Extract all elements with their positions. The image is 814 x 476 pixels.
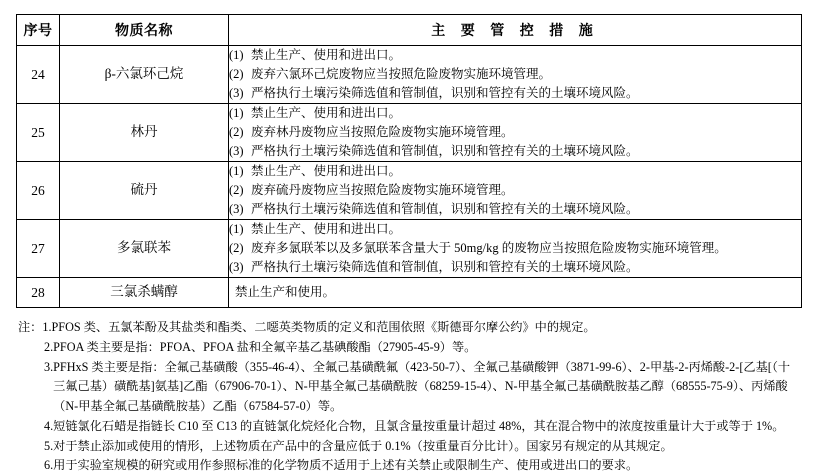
notes-section <box>18 318 796 476</box>
measure-line <box>235 283 797 302</box>
row-no: 28 <box>17 278 60 308</box>
measure-number: (2) <box>229 241 244 255</box>
note-text: PFOA 类主要是指：PFOA、PFOA 盐和全氟辛基乙基碘酸酯（27905-45-9）等。 <box>53 339 477 354</box>
note-item <box>18 417 796 437</box>
measure-number: (1) <box>229 48 244 62</box>
note-text: 短链氯化石蜡是指链长 C10 至 C13 的直链氯化烷烃化合物，且氯含量按重量计超过 48%，其在混合物中的浓度按重量计大于或等于 1%。 <box>53 418 785 433</box>
row-substance-name: 林丹 <box>60 104 229 162</box>
table-row <box>17 104 802 162</box>
measure-line <box>229 123 801 142</box>
table-body <box>17 46 802 308</box>
note-index: 4. <box>44 418 54 433</box>
note-item <box>18 318 796 338</box>
table-header <box>17 15 802 46</box>
measure-number: (1) <box>229 164 244 178</box>
measure-line <box>229 46 801 65</box>
note-item <box>18 358 796 417</box>
row-no: 25 <box>17 104 60 162</box>
measure-line <box>229 104 801 123</box>
measure-line <box>229 239 801 258</box>
measure-number: (1) <box>229 222 244 236</box>
measure-text: 禁止生产、使用和进出口。 <box>251 222 402 236</box>
row-no: 24 <box>17 46 60 104</box>
row-substance-name: 三氯杀螨醇 <box>60 278 229 308</box>
row-measures <box>229 220 802 278</box>
row-no: 27 <box>17 220 60 278</box>
measure-number: (3) <box>229 260 244 274</box>
row-measures <box>229 104 802 162</box>
measure-text: 废弃林丹废物应当按照危险废物实施环境管理。 <box>251 125 514 139</box>
measure-number: (3) <box>229 86 244 100</box>
measure-line <box>229 181 801 200</box>
measure-text: 废弃六氯环己烷废物应当按照危险废物实施环境管理。 <box>251 67 552 81</box>
table-row <box>17 220 802 278</box>
measure-text: 废弃硫丹废物应当按照危险废物实施环境管理。 <box>251 183 514 197</box>
table-row <box>17 278 802 308</box>
measure-number: (2) <box>229 67 244 81</box>
row-measures <box>229 46 802 104</box>
measure-number: (2) <box>229 183 244 197</box>
measure-line <box>229 65 801 84</box>
measure-line <box>229 258 801 277</box>
note-text: PFHxS 类主要是指：全氟己基磺酸（355-46-4）、全氟己基磺酰氟（423-50-7）、全氟己基磺酸钾（3871-99-6）、2-甲基-2-丙烯酸-2-[乙基[（十三氟己基）磺酰基]氨基]乙酯（67906-70-1）、N-甲基全氟己基磺酰胺（68259-15-4）、N-甲基全氟己基磺酰胺基乙醇（68555-75-9）、丙烯酸（N-甲基全氟己基磺酰胺基）乙酯（67584-57-0）等。 <box>53 359 791 414</box>
measure-number: (3) <box>229 202 244 216</box>
note-index: 2. <box>44 339 54 354</box>
measure-line <box>229 200 801 219</box>
measure-line <box>229 84 801 103</box>
row-substance-name: β-六氯环己烷 <box>60 46 229 104</box>
column-header-measures: 主 要 管 控 措 施 <box>229 15 802 46</box>
row-substance-name: 多氯联苯 <box>60 220 229 278</box>
note-item <box>18 456 796 476</box>
measure-text: 严格执行土壤污染筛选值和管制值，识别和管控有关的土壤环境风险。 <box>251 260 639 274</box>
measure-number: (1) <box>229 106 244 120</box>
note-item <box>18 338 796 358</box>
row-measures <box>229 162 802 220</box>
table-row <box>17 46 802 104</box>
measure-text: 禁止生产、使用和进出口。 <box>251 164 402 178</box>
measure-text: 废弃多氯联苯以及多氯联苯含量大于 50mg/kg 的废物应当按照危险废物实施环境管理。 <box>251 241 727 255</box>
measure-line <box>229 162 801 181</box>
note-index: 6. <box>44 458 54 473</box>
measure-text: 严格执行土壤污染筛选值和管制值，识别和管控有关的土壤环境风险。 <box>251 144 639 158</box>
measure-number: (3) <box>229 144 244 158</box>
measure-text: 禁止生产、使用和进出口。 <box>251 48 402 62</box>
row-no: 26 <box>17 162 60 220</box>
note-item <box>18 437 796 457</box>
column-header-no: 序号 <box>17 15 60 46</box>
note-text: 对于禁止添加或使用的情形，上述物质在产品中的含量应低于 0.1%（按重量百分比计）。国家另有规定的从其规定。 <box>53 438 673 453</box>
notes-label: 注： <box>18 320 43 334</box>
measure-text: 禁止生产、使用和进出口。 <box>251 106 402 120</box>
table-row <box>17 162 802 220</box>
document-page <box>0 14 814 473</box>
table-header-row <box>17 15 802 46</box>
note-text: PFOS 类、五氯苯酚及其盐类和酯类、二噁英类物质的定义和范围依照《斯德哥尔摩公约》中的规定。 <box>51 320 596 334</box>
measure-line <box>229 220 801 239</box>
note-index: 1. <box>42 320 52 334</box>
measure-number: (2) <box>229 125 244 139</box>
row-measures <box>229 278 802 308</box>
note-index: 5. <box>44 438 54 453</box>
measure-text: 禁止生产和使用。 <box>235 285 336 299</box>
row-substance-name: 硫丹 <box>60 162 229 220</box>
note-text: 用于实验室规模的研究或用作参照标准的化学物质不适用于上述有关禁止或限制生产、使用或进出口的要求。 <box>53 458 639 473</box>
note-index: 3. <box>44 359 54 374</box>
controlled-substances-table <box>16 14 802 308</box>
measure-line <box>229 142 801 161</box>
measure-text: 严格执行土壤污染筛选值和管制值，识别和管控有关的土壤环境风险。 <box>251 86 639 100</box>
column-header-name: 物质名称 <box>60 15 229 46</box>
measure-text: 严格执行土壤污染筛选值和管制值，识别和管控有关的土壤环境风险。 <box>251 202 639 216</box>
